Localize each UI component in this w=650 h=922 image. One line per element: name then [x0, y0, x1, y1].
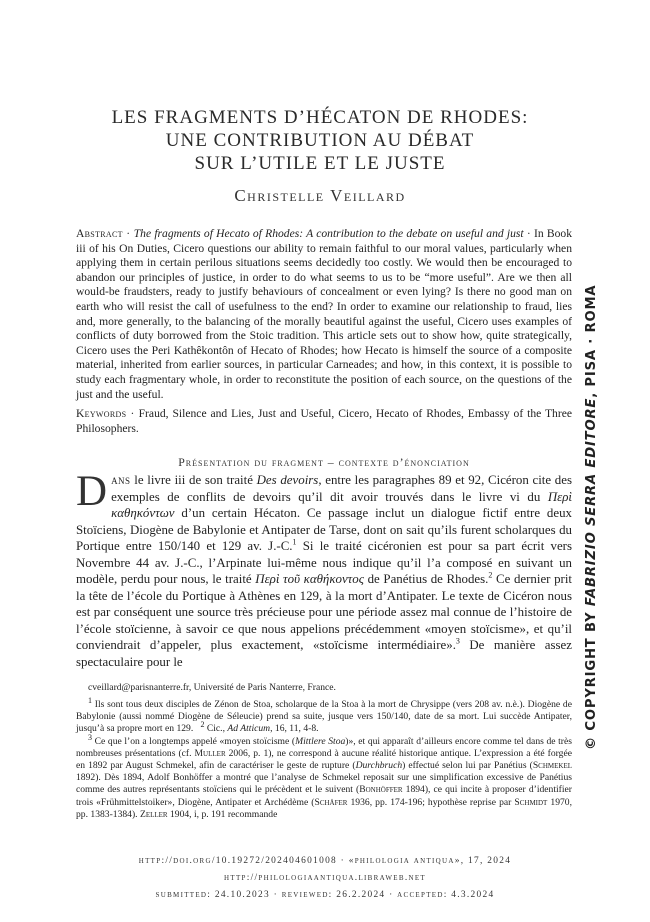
work-title-des-devoirs: Des devoirs	[256, 473, 319, 487]
body-text-run: De manière assez spectaculaire pour le	[76, 638, 572, 669]
footnote-text: 1904, i, p. 191 recommande	[167, 808, 278, 820]
author-name: Christelle Veillard	[234, 186, 406, 205]
title-line-1: LES FRAGMENTS D’HÉCATON DE RHODES:	[111, 107, 529, 128]
footnote-author-ref: Schmidt	[514, 796, 548, 808]
footnote-work-title: Ad Atticum	[227, 723, 271, 735]
keywords	[76, 407, 572, 436]
footnotes	[76, 695, 572, 821]
footnote-1	[76, 695, 572, 736]
keywords-label: Keywords ·	[76, 407, 135, 420]
footnote-ref-3[interactable]: 3	[455, 636, 460, 646]
copyright-prefix: © COPYRIGHT BY	[584, 611, 599, 750]
drop-cap: D	[76, 468, 108, 515]
footnote-number: 1	[88, 695, 92, 705]
footnote-italic: Mittlere Stoa	[295, 735, 346, 747]
keywords-text: Fraud, Silence and Lies, Just and Useful, Cicero, Hecato of Rhodes, Embassy of the Three Philosophers.	[76, 407, 573, 435]
body-text-run: , entre les paragraphes 89 et 92, Cicéron cite des exemples de conflits de devoirs qu’il dit avoir trouvés dans le livre vi du	[111, 473, 572, 504]
footnote-ref-1[interactable]: 1	[292, 537, 297, 547]
footer-url-line[interactable]: http://philologiaantiqua.libraweb.net	[224, 873, 426, 883]
footnote-text: Ils sont tous deux disciples de Zénon de Stoa, scholarque de la Stoa à la mort de Chrysippe (vers 208 av. n.è.). Diogène de Babylonie (aussi nommé Diogène de Séleucie) prend sa suite, jusque vers 150/140, date de sa mort. Lui succède Antipater, jusqu’à sa propre mort en 129.	[76, 699, 572, 735]
footnote-ref-2[interactable]: 2	[488, 570, 493, 580]
footnote-text: ) effectué selon lui par Panétius (	[402, 760, 533, 772]
footnote-text: Cic.,	[206, 723, 225, 735]
footer-dates-line: submitted: 24.10.2023 · reviewed: 26.2.2024 · accepted: 4.3.2024	[155, 890, 495, 900]
copyright-suffix: , PISA · ROMA	[584, 284, 599, 398]
author-affiliation: cveillard@parisnanterre.fr, Université de Paris Nanterre, France.	[88, 682, 336, 693]
body-text-run: Ce dernier prit la tête de l’école du Portique à Athènes en 129, à la mort d’Antipater. Le texte de Cicéron nous est par conséquent une source très précieuse pour une période assez mal connue de l’histoire de l’école stoïcienne, à savoir ce que nous appelions précédemment «moyen stoïcisme», et qu’il conviendrait d’appeler, plus exactement, «stoïcisme intermédiaire».	[76, 572, 573, 652]
abstract-english-title: The fragments of Hecato of Rhodes: A contribution to the debate on useful and just	[133, 227, 524, 240]
lead-small-caps: ans	[111, 473, 131, 487]
copyright-publisher: FABRIZIO SERRA EDITORE	[584, 397, 599, 607]
footnote-text: )», et qui apparaît d’ailleurs encore comme tel dans de très nombreuses présentations (cf.	[76, 735, 572, 759]
copyright-notice	[584, 284, 608, 750]
footnote-3	[76, 732, 572, 821]
footnote-text: 1894), ce qui incite à proposer d’identifier trois «Frühmittelstoiker», Diogène, Antipater et Archédème (	[76, 784, 572, 808]
footnote-italic: Durchbruch	[355, 760, 403, 772]
footnote-author-ref: Bonhöffer	[359, 784, 403, 796]
body-text-run: le livre iii de son traité	[130, 473, 257, 487]
footnote-author-ref: Zeller	[139, 808, 168, 820]
footnote-text: , 16, 11, 4-8.	[270, 723, 319, 735]
footer-doi-line[interactable]: http://doi.org/10.19272/202404601008 · «philologia antiqua», 17, 2024	[138, 856, 512, 866]
body-text-run: d’un certain Hécaton. Ce passage inclut un dialogue fictif entre deux Stoïciens, Diogène de Babylonie et Antipater de Tarse, dont on sait qu’ils furent scholarques du Portique entre 150/140 et 129 av. J.-C.	[76, 506, 572, 553]
footnote-text: Ce que l’on a longtemps appelé «moyen stoïcisme (	[94, 735, 296, 747]
footnote-text: 1892). Dès 1894, Adolf Bonhöffer a montré que l’analyse de Schmekel reposait sur une simplification excessive de Panétius comme des autres représentants stoïciens qui le précèdent et le suivent (	[76, 772, 572, 796]
title-line-3: SUR L’UTILE ET LE JUSTE	[194, 153, 446, 174]
body-text-run: Si le traité cicéronien est pour sa part écrit vers Novembre 44 av. J.-C., l’Arpinate lui-même nous indique qu’il l’a composé en suivant un modèle, perdu pour nous, le traité	[76, 539, 572, 586]
footnote-author-ref: Muller	[194, 747, 226, 759]
section-heading: Présentation du fragment – contexte d’énonciation	[178, 455, 470, 469]
title-line-2: UNE CONTRIBUTION AU DÉBAT	[165, 130, 475, 151]
abstract-label: Abstract ·	[76, 227, 131, 240]
footnote-text: 1936, pp. 174-196; hypothèse reprise par	[347, 796, 515, 808]
footnote-author-ref: Schmekel	[532, 760, 572, 772]
footnote-author-ref: Schäfer	[314, 796, 348, 808]
article-title	[60, 106, 580, 175]
greek-title-peri-kathekonton: Περὶ καθηκόντων	[111, 489, 572, 520]
footnote-number: 2	[200, 720, 205, 730]
body-paragraph	[76, 468, 573, 670]
greek-title-peri-tou-kathekontos: Περὶ τοῦ καθήκοντος	[255, 572, 364, 586]
body-text-run: de Panétius de Rhodes.	[363, 572, 489, 586]
abstract	[76, 227, 572, 402]
footnote-text: 1970, pp. 1383-1384).	[76, 796, 572, 820]
footnote-text: 2006, p. 1), ne correspond à aucune réalité historique antique. L’expression a été forgée en 1892 par August Schmekel, afin de caractériser le geste de rupture (	[76, 747, 572, 772]
footnote-number: 3	[88, 732, 92, 742]
abstract-text: · In Book iii of his On Duties, Cicero questions our ability to remain faithful to our moral values, particularly when applying them in certain perilous situations seems decidedly too costly. We would then be encouraged to abandon our principles of justice, in order to do what seems to us to be “more useful”. Are we then all would-be fraudsters, ready to justify behaviours of concealment or even lying? Is there no good man on earth who will resist the call of usefulness to the end? In order to examine our relationship to fraud, lies and, more generally, to the balancing of the morally beautiful against the useful, Cicero uses examples of conflicts of duty borrowed from the Stoic tradition. This article sets out to show how, quite strategically, Cicero uses the Peri Kathêkontôn of Hecato of Rhodes; how Hecato is himself the source of a composite material, inherited from earlier sources, in particular Carneades; and how, in this context, it is possible to study each fragmentary whole, in order to reconstitute the position of each source, on the questions of the just and the useful.	[76, 227, 572, 401]
